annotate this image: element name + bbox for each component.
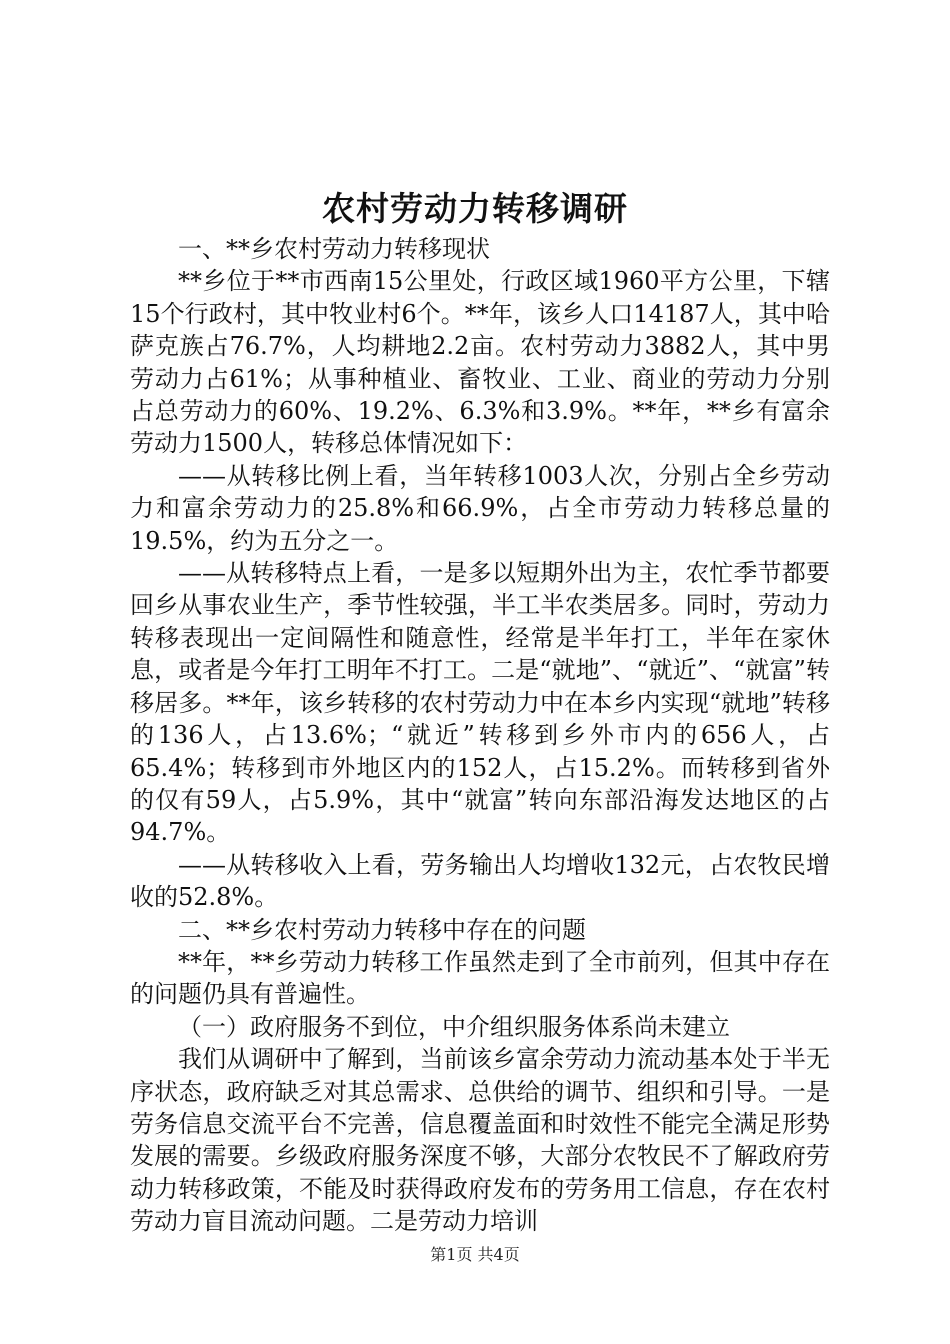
document-body <box>130 233 830 1238</box>
paragraph: 我们从调研中了解到，当前该乡富余劳动力流动基本处于半无序状态，政府缺乏对其总需求、总供给的调节、组织和引导。一是劳务信息交流平台不完善，信息覆盖面和时效性不能完全满足形势发展的需要。乡级政府服务深度不够，大部分农牧民不了解政府劳动力转移政策，不能及时获得政府发布的劳务用工信息，存在农村劳动力盲目流动问题。二是劳动力培训 <box>130 1045 830 1236</box>
section-heading-1: 一、**乡农村劳动力转移现状 <box>178 235 490 263</box>
subsection-heading: （一）政府服务不到位，中介组织服务体系尚未建立 <box>178 1012 730 1041</box>
section-heading-2: 二、**乡农村劳动力转移中存在的问题 <box>178 915 586 944</box>
document-title: 农村劳动力转移调研 <box>322 189 628 228</box>
paragraph: ——从转移比例上看，当年转移1003人次，分别占全乡劳动力和富余劳动力的25.8%和66.9%，占全市劳动力转移总量的19.5%，约为五分之一。 <box>130 461 830 555</box>
paragraph: ——从转移收入上看，劳务输出人均增收132元，占农牧民增收的52.8%。 <box>130 850 830 912</box>
paragraph: **年，**乡劳动力转移工作虽然走到了全市前列，但其中存在的问题仍具有普遍性。 <box>130 947 830 1009</box>
page-number: 第1页 共4页 <box>430 1245 520 1264</box>
paragraph: **乡位于**市西南15公里处，行政区域1960平方公里，下辖15个行政村，其中牧业村6个。**年，该乡人口14187人，其中哈萨克族占76.7%，人均耕地2.2亩。农村劳动力3882人，其中男劳动力占61%；从事种植业、畜牧业、工业、商业的劳动力分别占总劳动力的60%、19.2%、6.3%和3.9%。**年，**乡有富余劳动力1500人，转移总体情况如下： <box>130 267 830 458</box>
paragraph: ——从转移特点上看，一是多以短期外出为主，农忙季节都要回乡从事农业生产，季节性较强，半工半农类居多。同时，劳动力转移表现出一定间隔性和随意性，经常是半年打工，半年在家休息，或者是今年打工明年不打工。二是“就地”、“就近”、“就富”转移居多。**年，该乡转移的农村劳动力中在本乡内实现“就地”转移的136人，占13.6%；“就近”转移到乡外市内的656人，占65.4%；转移到市外地区内的152人，占15.2%。而转移到省外的仅有59人，占5.9%，其中“就富”转向东部沿海发达地区的占94.7%。 <box>130 559 830 847</box>
